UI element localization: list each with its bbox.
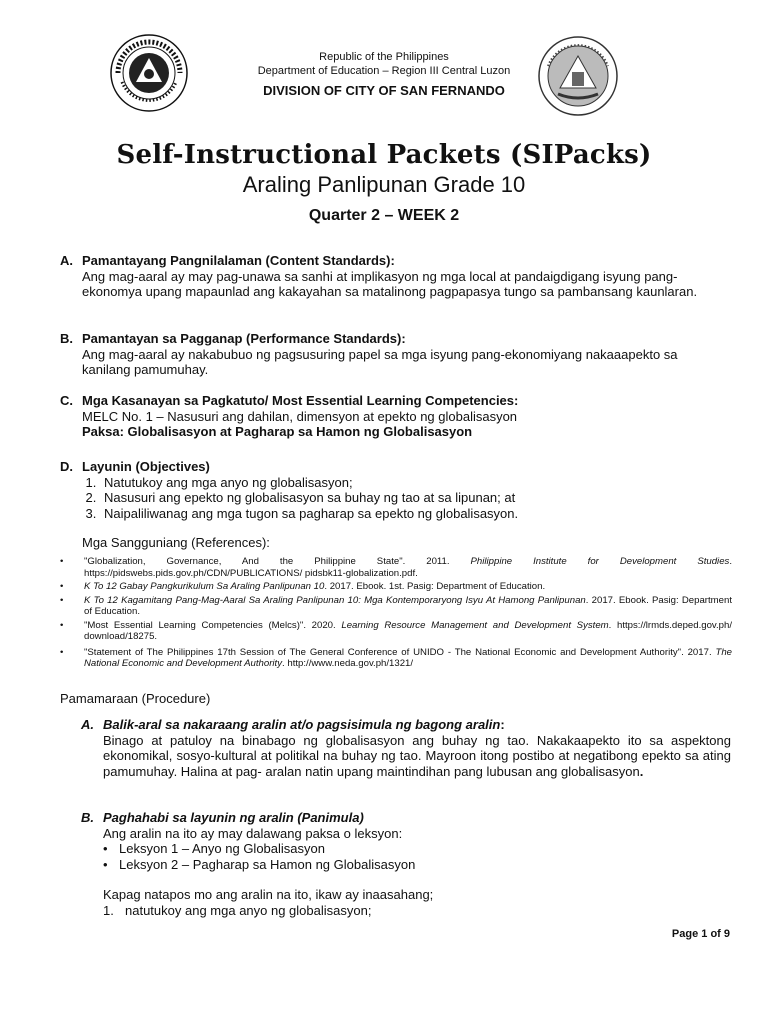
objectives-list bbox=[60, 475, 720, 522]
procedure-b-intro: Ang aralin na ito ay may dalawang paksa o leksyon: bbox=[103, 825, 403, 841]
ref-text: "Globalization, Governance, And the Philippine State". 2011. bbox=[84, 556, 471, 567]
reference-item bbox=[60, 595, 732, 618]
division-line: DIVISION OF CITY OF SAN FERNANDO bbox=[263, 83, 505, 98]
procedure-a-label: A. bbox=[81, 717, 94, 732]
section-c-melc: MELC No. 1 – Nasusuri ang dahilan, dimensyon at epekto ng globalisasyon bbox=[82, 408, 518, 424]
reference-item bbox=[60, 581, 732, 593]
republic-line: Republic of the Philippines bbox=[319, 51, 449, 63]
section-c-label: C. bbox=[60, 393, 73, 408]
bullet-icon: • bbox=[60, 646, 64, 658]
ref-text: . 2017. Ebook. Pasig: Department of Education. bbox=[84, 594, 732, 617]
section-a-body: Ang mag-aaral ay may pag-unawa sa sanhi at implikasyon ng mga local at pandaigdigang isyung pang-ekonomya upang mapaunlad ang kakayahan sa matalinong pagpapasya tungo sa pambansang kaunlaran. bbox=[82, 268, 698, 299]
procedure-a bbox=[81, 717, 731, 779]
quarter-title: Quarter 2 – WEEK 2 bbox=[308, 207, 460, 224]
procedure-title: Pamamaraan (Procedure) bbox=[60, 691, 211, 706]
objective-item: 3. Naipaliliwanag ang mga tugon sa pagharap sa epekto ng globalisasyon. bbox=[100, 506, 720, 522]
ref-title: Philippine Institute for Development Studies bbox=[470, 556, 730, 567]
bullet-icon: • bbox=[60, 594, 64, 606]
ref-text: "Statement of The Philippines 17th Session of The General Conference of UNIDO - The National Economic and Development Authority". 2017. bbox=[84, 646, 716, 658]
ref-text: . 2017. Ebook. 1st. Pasig: Department of Education. bbox=[324, 581, 546, 592]
ref-link[interactable]: . https://pidswebs.pids.gov.ph/CDN/PUBLICATIONS/ pidsbk11-globalization.pdf. bbox=[84, 556, 732, 579]
procedure-a-heading: Balik-aral sa nakaraang aralin at/o pagsisimula ng bagong aralin bbox=[103, 717, 501, 732]
reference-item bbox=[60, 620, 732, 643]
page-number: Page 1 of 9 bbox=[671, 928, 730, 940]
ref-title: K To 12 Kagamitang Pang-Mag-Aaral Sa Araling Panlipunan 10: Mga Kontemporaryong Isyu At Hamong Panlipunan bbox=[84, 594, 586, 606]
section-c bbox=[60, 393, 720, 440]
reference-item bbox=[60, 647, 732, 670]
section-a-label: A. bbox=[60, 253, 73, 268]
procedure-b-heading: Paghahabi sa layunin ng aralin (Panimula) bbox=[103, 810, 364, 825]
procedure-a-body: Binago at patuloy na binabago ng globalisasyon ang buhay ng tao. Nakakaapekto ito sa aspektong ekonomikal, sosyo-kultural at politikal na buhay ng tao. Mayroon itong postibo at negatibong epekto sa ating pamumuhay. Halina at pag- aralan natin upang maintindihan pang lubusan ang globalisasyon bbox=[103, 732, 731, 779]
lessons-list bbox=[103, 841, 731, 872]
procedure-b-label: B. bbox=[81, 810, 94, 825]
section-d bbox=[60, 459, 720, 551]
section-b-label: B. bbox=[60, 331, 73, 346]
ref-title: The National Economic and Development Authority bbox=[84, 646, 732, 669]
references-list bbox=[60, 556, 732, 672]
procedure-a-colon: : bbox=[500, 717, 505, 732]
objective-item: 1. Natutukoy ang mga anyo ng globalisasyon; bbox=[100, 475, 720, 491]
section-b bbox=[60, 331, 720, 378]
references-heading: Mga Sangguniang (References): bbox=[82, 535, 270, 550]
procedure-b bbox=[81, 810, 731, 918]
expect-item bbox=[103, 903, 731, 919]
lesson-item: • Leksyon 2 – Pagharap sa Hamon ng Globalisasyon bbox=[103, 857, 731, 873]
objective-item: 2. Nasusuri ang epekto ng globalisasyon sa buhay ng tao at sa lipunan; at bbox=[100, 490, 720, 506]
procedure-heading bbox=[60, 691, 720, 707]
packet-title: Self-Instructional Packets (SIPacks) bbox=[116, 140, 652, 170]
ref-link[interactable]: . https://lrmds.deped.gov.ph/ download/18275. bbox=[84, 619, 733, 642]
section-a-heading: Pamantayang Pangnilalaman (Content Standards): bbox=[82, 253, 395, 268]
section-c-heading: Mga Kasanayan sa Pagkatuto/ Most Essential Learning Competencies: bbox=[82, 393, 519, 408]
procedure-b-expect: Kapag natapos mo ang aralin na ito, ikaw ay inaasahang; bbox=[103, 887, 434, 902]
reference-item bbox=[60, 556, 732, 579]
section-d-heading: Layunin (Objectives) bbox=[82, 459, 210, 474]
expect-text: natutukoy ang mga anyo ng globalisasyon; bbox=[125, 902, 372, 918]
section-a bbox=[60, 253, 720, 300]
ref-link[interactable]: . http://www.neda.gov.ph/1321/ bbox=[282, 658, 414, 669]
section-b-body: Ang mag-aaral ay nakabubuo ng pagsusuring papel sa mga isyung pang-ekonomiyang nakaaapekto sa kanilang pamumuhay. bbox=[82, 346, 678, 377]
expect-number: 1. bbox=[103, 902, 114, 918]
bullet-icon: • bbox=[60, 556, 64, 567]
section-b-heading: Pamantayan sa Pagganap (Performance Standards): bbox=[82, 331, 406, 346]
subject-title: Araling Panlipunan Grade 10 bbox=[242, 172, 526, 197]
bullet-icon: • bbox=[60, 619, 64, 631]
section-d-label: D. bbox=[60, 459, 73, 474]
procedure-a-period: . bbox=[639, 763, 644, 779]
ref-title: Learning Resource Management and Development System bbox=[341, 619, 609, 631]
ref-title: K To 12 Gabay Pangkurikulum Sa Araling Panlipunan 10 bbox=[84, 581, 325, 592]
section-c-paksa: Paksa: Globalisasyon at Pagharap sa Hamon ng Globalisasyon bbox=[82, 424, 473, 439]
department-line: Department of Education – Region III Central Luzon bbox=[257, 65, 511, 77]
ref-text: "Most Essential Learning Competencies (Melcs)". 2020. bbox=[84, 619, 342, 631]
bullet-icon: • bbox=[60, 581, 64, 592]
lesson-item: • Leksyon 1 – Anyo ng Globalisasyon bbox=[103, 841, 731, 857]
